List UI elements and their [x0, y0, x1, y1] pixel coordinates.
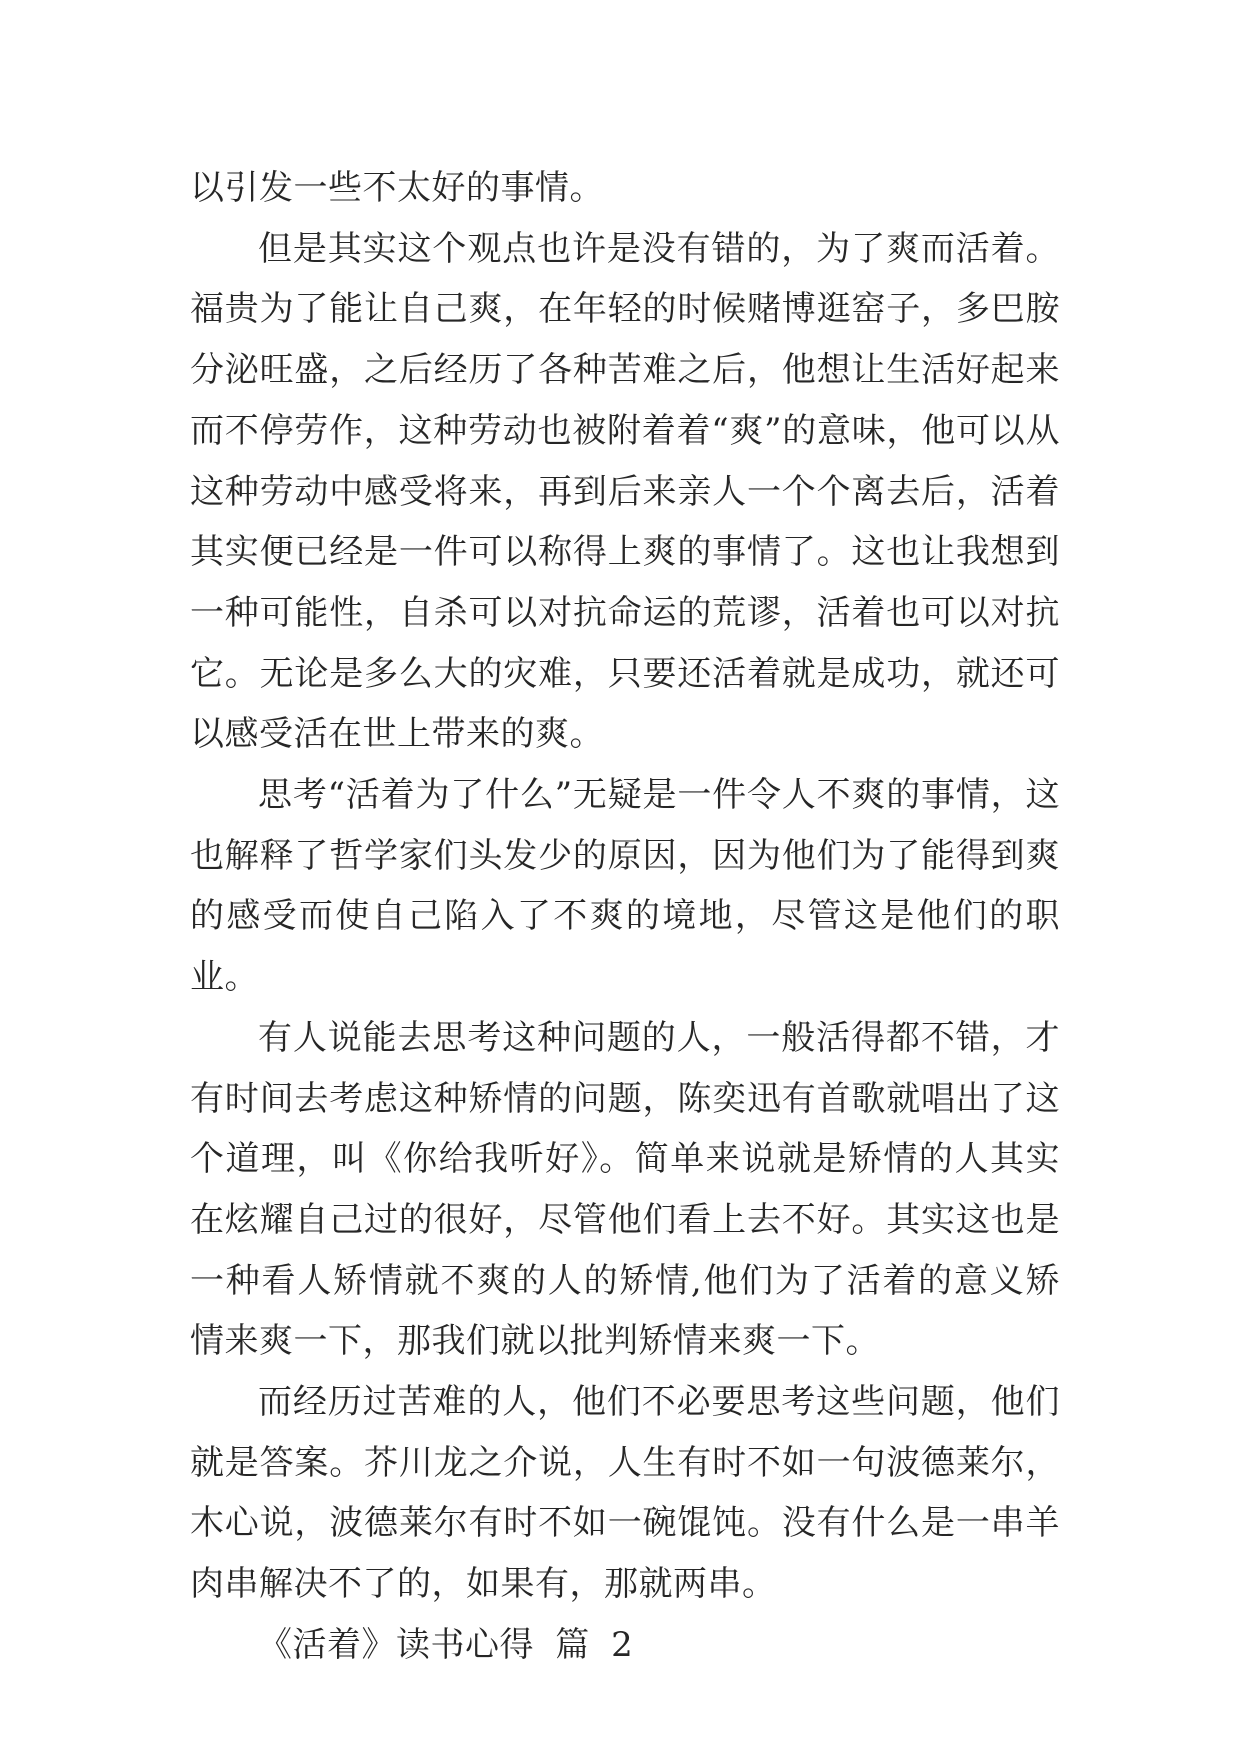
paragraph: 有人说能去思考这种问题的人，一般活得都不错，才有时间去考虑这种矫情的问题，陈奕迅有首歌就唱出了这个道理，叫《你给我听好》。简单来说就是矫情的人其实在炫耀自己过的很好，尽管他们看上去不好。其实这也是一种看人矫情就不爽的人的矫情,他们为了活着的意义矫情来爽一下，那我们就以批判矫情来爽一下。	[190, 1017, 1060, 1362]
body-text	[190, 158, 1060, 1676]
paragraph-continued: 以引发一些不太好的事情。	[190, 168, 604, 208]
paragraph: 而经历过苦难的人，他们不必要思考这些问题，他们就是答案。芥川龙之介说，人生有时不如一句波德莱尔，木心说，波德莱尔有时不如一碗馄饨。没有什么是一串羊肉串解决不了的，如果有，那就两串。	[190, 1382, 1060, 1605]
paragraph: 但是其实这个观点也许是没有错的，为了爽而活着。福贵为了能让自己爽，在年轻的时候赌博逛窑子，多巴胺分泌旺盛，之后经历了各种苦难之后，他想让生活好起来而不停劳作，这种劳动也被附着着“爽”的意味，他可以从这种劳动中感受将来，再到后来亲人一个个离去后，活着其实便已经是一件可以称得上爽的事情了。这也让我想到一种可能性，自杀可以对抗命运的荒谬，活着也可以对抗它。无论是多么大的灾难，只要还活着就是成功，就还可以感受活在世上带来的爽。	[190, 228, 1060, 755]
section-heading: 《活着》读书心得 篇 2	[258, 1624, 634, 1665]
paragraph: 思考“活着为了什么”无疑是一件令人不爽的事情，这也解释了哲学家们头发少的原因，因为他们为了能得到爽的感受而使自己陷入了不爽的境地，尽管这是他们的职业。	[190, 775, 1060, 998]
